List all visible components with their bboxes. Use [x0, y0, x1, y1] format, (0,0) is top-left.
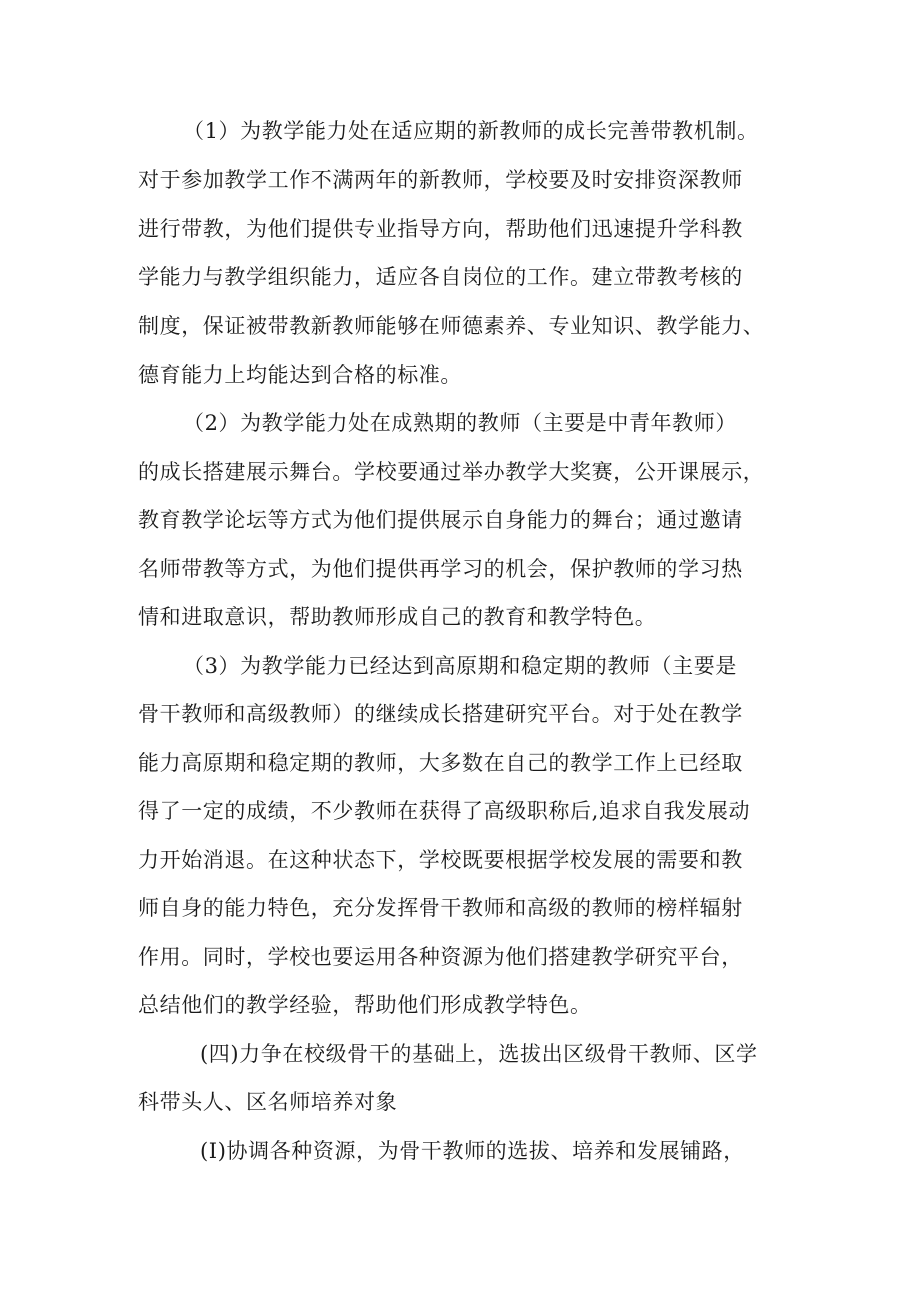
paragraph-3-line-8: 总结他们的教学经验，帮助他们形成教学特色。 [138, 993, 592, 1017]
paragraph-3-line-4: 得了一定的成绩，不少教师在获得了高级职称后,追求自我发展动 [138, 799, 751, 823]
paragraph-3-line-3: 能力高原期和稳定期的教师，大多数在自己的教学工作上已经取 [138, 751, 743, 775]
paragraph-2-line-2: 的成长搭建展示舞台。学校要通过举办教学大奖赛，公开课展示， [138, 460, 765, 484]
paragraph-3-line-5: 力开始消退。在这种状态下，学校既要根据学校发展的需要和教 [138, 848, 743, 872]
paragraph-1-line-4: 学能力与教学组织能力，适应各自岗位的工作。建立带教考核的 [138, 265, 743, 289]
paragraph-2-line-1: （2）为教学能力处在成熟期的教师（主要是中青年教师） [183, 411, 737, 435]
paragraph-1-line-5: 制度，保证被带教新教师能够在师德素养、专业知识、教学能力、 [138, 314, 765, 338]
paragraph-1-line-6: 德育能力上均能达到合格的标准。 [138, 363, 462, 387]
section-4-heading-line-1: (四)力争在校级骨干的基础上，选拔出区级骨干教师、区学 [200, 1042, 758, 1066]
section-4-heading-line-2: 科带头人、区名师培养对象 [138, 1090, 398, 1114]
paragraph-3-line-6: 师自身的能力特色，充分发挥骨干教师和高级的教师的榜样辐射 [138, 896, 743, 920]
section-4-item-1-line-1: (I)协调各种资源，为骨干教师的选拔、培养和发展铺路， [200, 1139, 745, 1163]
paragraph-1-line-2: 对于参加教学工作不满两年的新教师，学校要及时安排资深教师 [138, 168, 743, 192]
paragraph-2-line-5: 情和进取意识，帮助教师形成自己的教育和教学特色。 [138, 605, 657, 629]
paragraph-2-line-4: 名师带教等方式，为他们提供再学习的机会，保护教师的学习热 [138, 557, 743, 581]
paragraph-3-line-7: 作用。同时，学校也要运用各种资源为他们搭建教学研究平台， [138, 945, 743, 969]
paragraph-1-line-1: （1）为教学能力处在适应期的新教师的成长完善带教机制。 [183, 119, 759, 143]
paragraph-3-line-2: 骨干教师和高级教师）的继续成长搭建研究平台。对于处在教学 [138, 702, 743, 726]
paragraph-1-line-3: 进行带教，为他们提供专业指导方向，帮助他们迅速提升学科教 [138, 217, 743, 241]
paragraph-3-line-1: （3）为教学能力已经达到高原期和稳定期的教师（主要是 [183, 654, 737, 678]
paragraph-2-line-3: 教育教学论坛等方式为他们提供展示自身能力的舞台；通过邀请 [138, 508, 743, 532]
